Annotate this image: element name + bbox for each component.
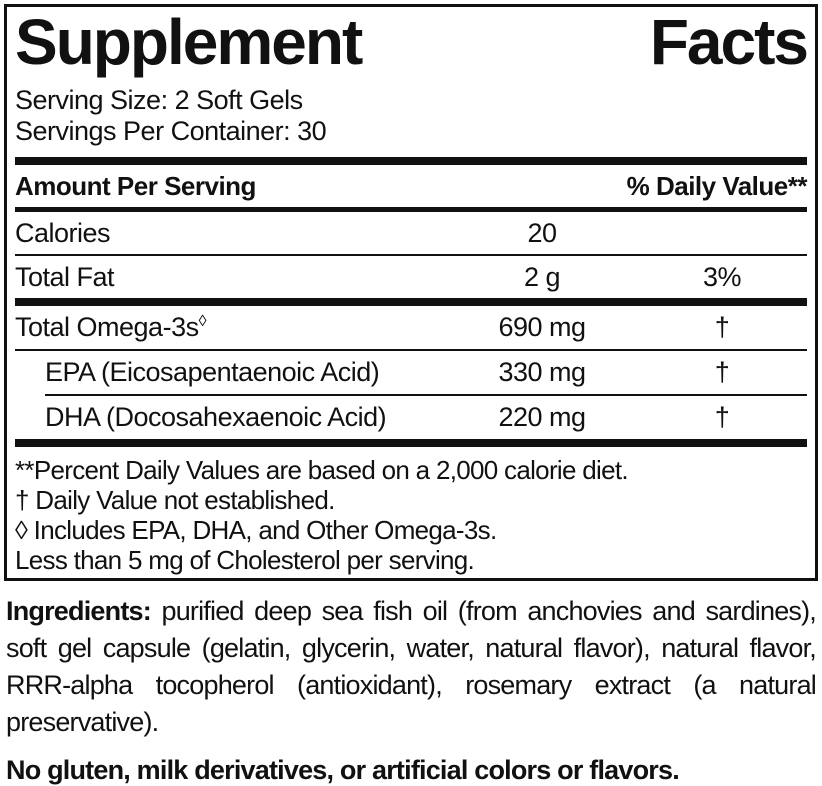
table-row-total-fat xyxy=(15,256,807,298)
separator-thick-bottom xyxy=(15,439,807,447)
supplement-facts-panel xyxy=(4,4,818,581)
nutrient-amount: 330 mg xyxy=(498,357,586,387)
allergen-statement: No gluten, milk derivatives, or artificial colors or flavors. xyxy=(6,755,679,785)
nutrient-daily-value: † xyxy=(714,402,730,432)
nutrient-daily-value: 3% xyxy=(702,261,742,292)
table-row-epa xyxy=(15,351,807,394)
ingredients-label: Ingredients: xyxy=(6,596,151,626)
footnotes-block xyxy=(15,447,807,575)
separator-thick-mid xyxy=(15,298,807,306)
table-row-total-omega3 xyxy=(15,306,807,349)
percent-daily-value-header: % Daily Value** xyxy=(626,170,807,201)
nutrient-daily-value: † xyxy=(714,312,730,342)
lozenge-superscript: ◊ xyxy=(198,313,206,330)
ingredients-paragraph xyxy=(6,593,816,741)
nutrient-amount: 2 g xyxy=(523,261,561,292)
separator-thick-top xyxy=(15,157,807,165)
footnote-cholesterol: Less than 5 mg of Cholesterol per serving. xyxy=(15,545,475,575)
nutrient-name: Total Fat xyxy=(15,261,115,292)
table-row-calories xyxy=(15,212,807,254)
footnote-lozenge: ◊ Includes EPA, DHA, and Other Omega-3s. xyxy=(15,515,497,545)
nutrient-amount: 690 mg xyxy=(498,312,586,342)
panel-title-word-supplement: Supplement xyxy=(15,6,362,78)
serving-size-text: Serving Size: 2 Soft Gels xyxy=(15,85,303,115)
serving-info xyxy=(15,85,807,147)
servings-per-container-text: Servings Per Container: 30 xyxy=(15,116,327,146)
nutrient-name: DHA (Docosahexaenoic Acid) xyxy=(45,402,387,432)
nutrient-amount: 220 mg xyxy=(498,402,586,432)
table-row-dha xyxy=(15,396,807,439)
panel-title xyxy=(15,6,807,78)
nutrient-name: Total Omega-3s◊ xyxy=(15,312,206,342)
footnote-dagger: † Daily Value not established. xyxy=(15,485,335,515)
nutrient-name: Calories xyxy=(15,217,111,248)
table-header-row xyxy=(15,165,807,207)
nutrient-amount: 20 xyxy=(527,217,557,248)
amount-per-serving-header: Amount Per Serving xyxy=(15,170,256,201)
ingredients-text: purified deep sea fish oil (from anchovies and sardines), soft gel capsule (gelatin, glycerin, water, natural flavor), natural flavor, RRR-alpha tocopherol (antioxidant), rosemary extract (a natural preservative). xyxy=(6,596,817,737)
nutrient-name: EPA (Eicosapentaenoic Acid) xyxy=(45,357,380,387)
nutrient-daily-value: † xyxy=(714,357,730,387)
panel-title-word-facts: Facts xyxy=(649,6,807,78)
footnote-percent-dv: **Percent Daily Values are based on a 2,000 calorie diet. xyxy=(15,455,628,485)
